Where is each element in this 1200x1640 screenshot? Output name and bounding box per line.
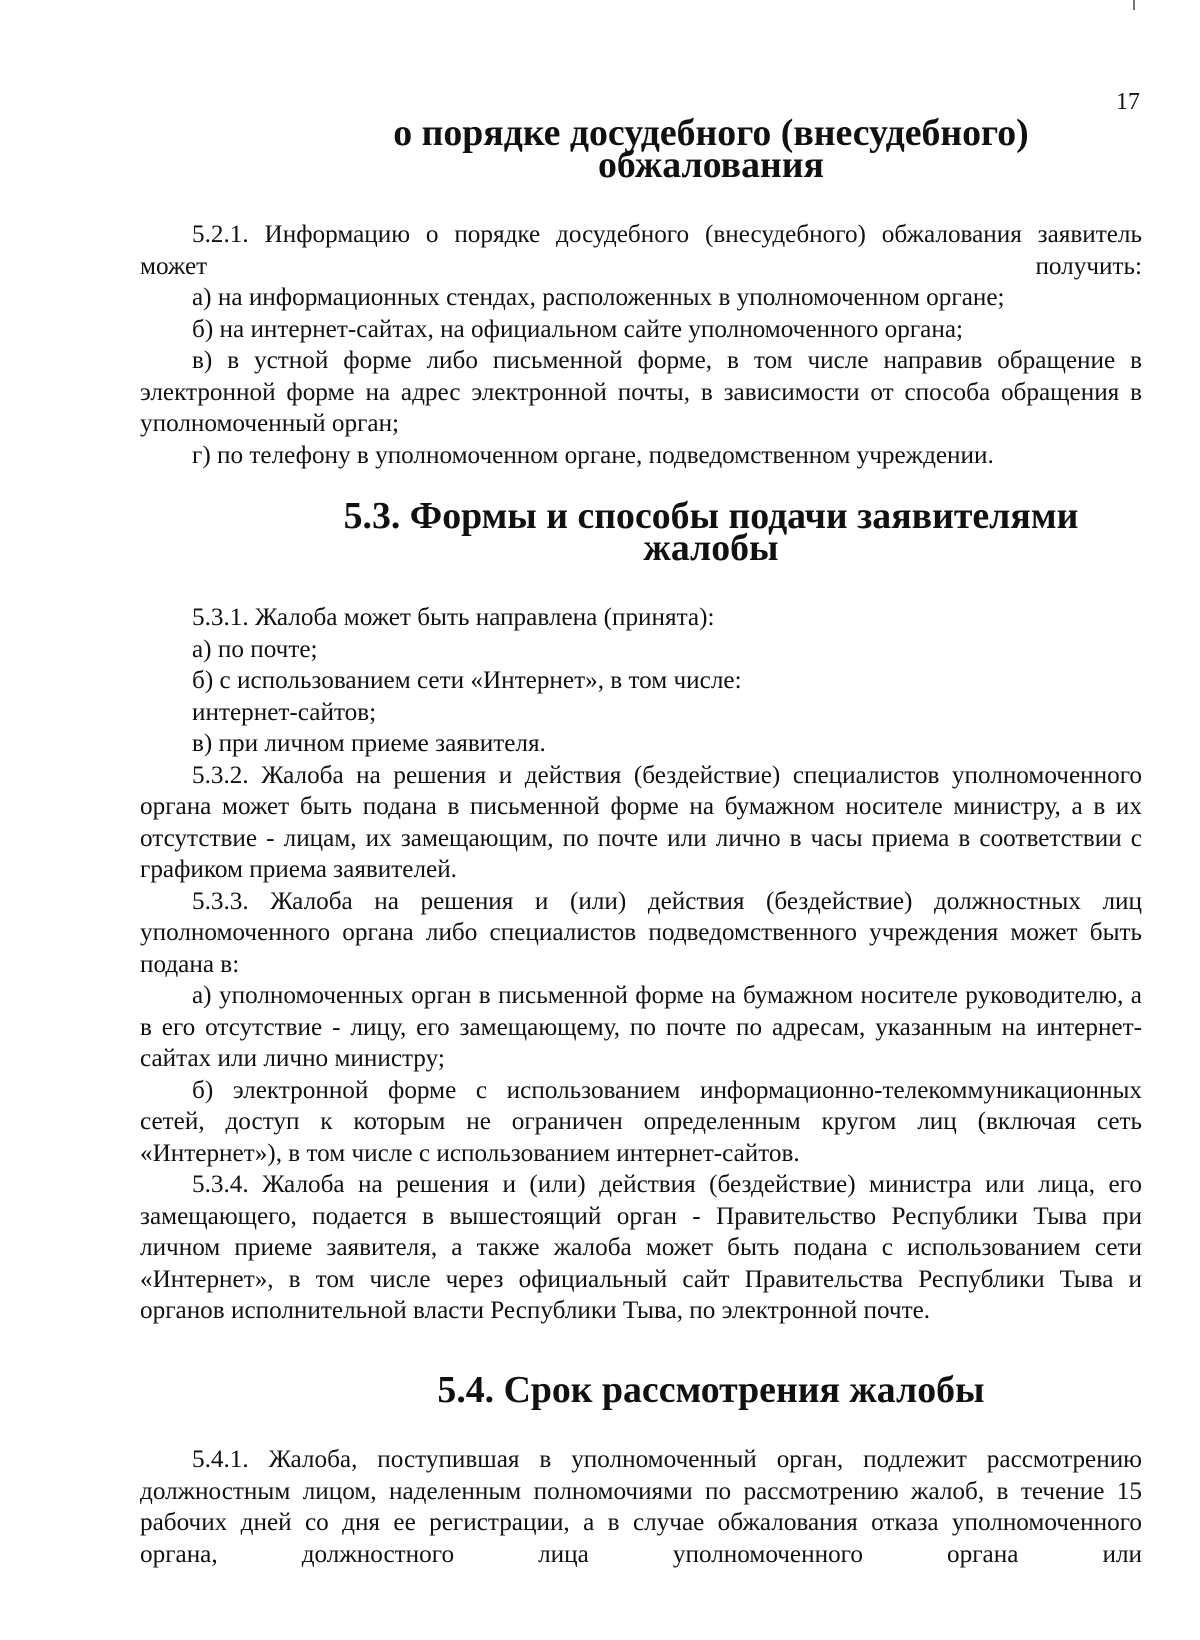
paragraph-5-3-3: 5.3.3. Жалоба на решения и (или) действия (бездействие) должностных лиц уполномоченного органа либо специалистов подведомственного учреждения может быть подана в: [140,887,1142,978]
paragraph-5-2-1-v: в) в устной форме либо письменной форме, в том числе направив обращение в электронной форме на адрес электронной почты, в зависимости от способа обращения в уполномоченный орган; [140,347,1142,437]
paragraph-5-3-1-v: в) при личном приеме заявителя. [192,730,546,757]
page-number: 17 [1116,89,1140,115]
paragraph-5-3-2: 5.3.2. Жалоба на решения и действия (бездействие) специалистов уполномоченного органа может быть подана в письменной форме на бумажном носителе министру, а в их отсутствие - лицам, их замещающим, по почте или лично в часы приема в соответствии с графиком приема заявителей. [140,761,1142,883]
section-heading-5-3: 5.3. Формы и способы подачи заявителями жалобы [343,495,1079,569]
scan-artifact [1133,0,1135,10]
paragraph-5-2-1-a: а) на информационных стендах, расположенных в уполномоченном органе; [192,284,1005,311]
paragraph-5-2-1: 5.2.1. Информацию о порядке досудебного (внесудебного) обжалования заявитель может получить: [140,221,1142,280]
paragraph-5-2-1-g: г) по телефону в уполномоченном органе, подведомственном учреждении. [192,441,994,469]
section-heading-5-4: 5.4. Срок рассмотрения жалобы [437,1368,985,1411]
document-body [140,112,1142,1570]
paragraph-5-3-1-b: б) с использованием сети «Интернет», в том числе: [192,667,742,694]
paragraph-5-3-1: 5.3.1. Жалоба может быть направлена (принята): [192,604,715,631]
paragraph-5-3-3-a: а) уполномоченных орган в письменной форме на бумажном носителе руководителю, а в его отсутствие - лицу, его замещающему, по почте по адресам, указанным на интернет-сайтах или лично министру; [140,982,1142,1072]
paragraph-5-3-1-a: а) по почте; [192,635,318,663]
paragraph-5-3-4: 5.3.4. Жалоба на решения и (или) действия (бездействие) министра или лица, его замещающего, подается в вышестоящий орган - Правительство Республики Тыва при личном приеме заявителя, а также жалоба может быть подана с использованием сети «Интернет», в том числе через официальный сайт Правительства Республики Тыва и органов исполнительной власти Республики Тыва, по электронной почте. [140,1171,1142,1324]
paragraph-5-3-1-internet-sites: интернет-сайтов; [192,698,377,726]
paragraph-5-3-3-b: б) электронной форме с использованием информационно-телекоммуникационных сетей, доступ к которым не ограничен определенным кругом лиц (включая сеть «Интернет»), в том числе с использованием интернет-сайтов. [140,1076,1142,1167]
paragraph-5-2-1-b: б) на интернет-сайтах, на официальном сайте уполномоченного органа; [192,315,964,343]
section-heading-appeal-info: о порядке досудебного (внесудебного) обжалования [393,112,1029,186]
paragraph-5-4-1: 5.4.1. Жалоба, поступившая в уполномоченный орган, подлежит рассмотрению должностным лицом, наделенным полномочиями по рассмотрению жалоб, в течение 15 рабочих дней со дня ее регистрации, а в случае обжалования отказа уполномоченного органа, должностного лица уполномоченного органа или [140,1446,1142,1568]
